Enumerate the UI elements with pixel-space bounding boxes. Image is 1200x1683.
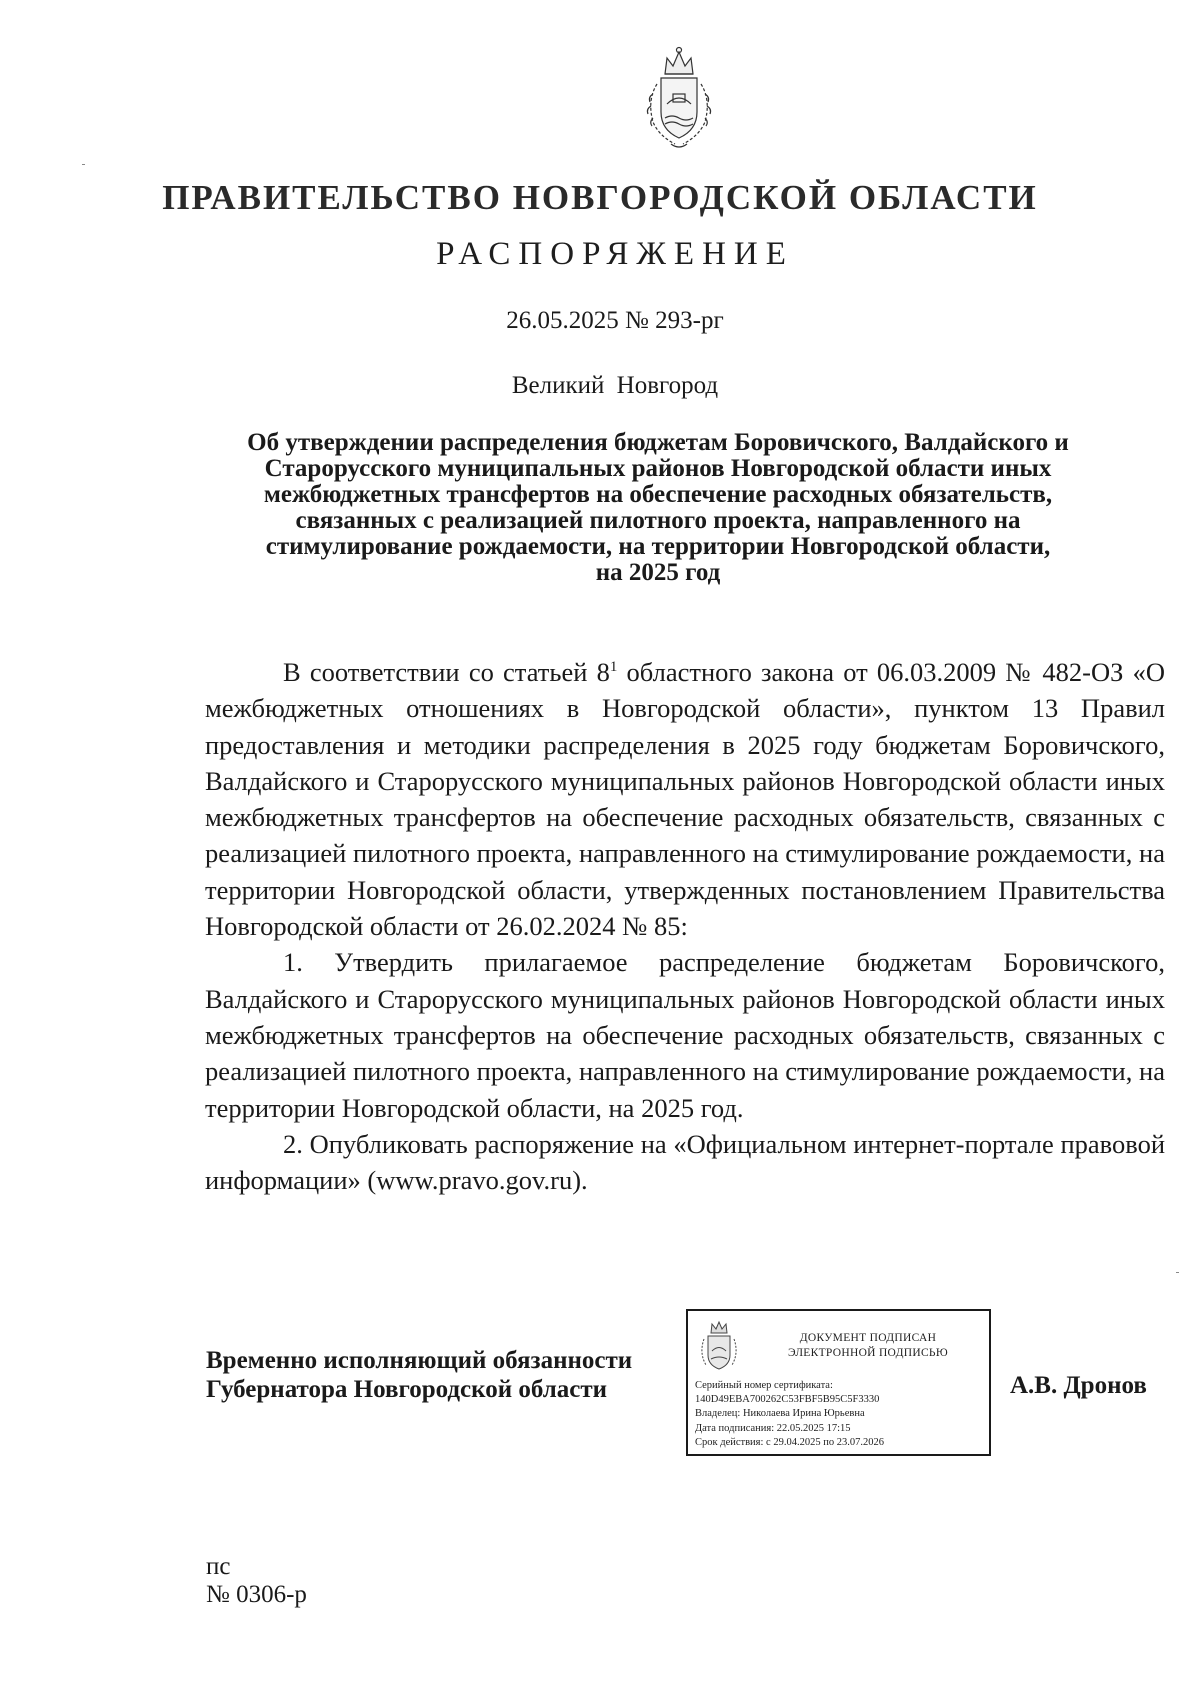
scan-mark bbox=[82, 164, 85, 165]
title-line: Старорусского муниципальных районов Новгородской области иных bbox=[264, 455, 1052, 482]
stamp-owner: Владелец: Николаева Ирина Юрьевна bbox=[695, 1408, 865, 1420]
item-2-paragraph: 2. Опубликовать распоряжение на «Официальном интернет-портале правовой информации» (www.pravo.gov.ru). bbox=[205, 1128, 1165, 1196]
intro-paragraph: В соответствии со статьей $8^1$ областного закона от 06.03.2009 № 482-ОЗ «О межбюджетных отношениях в Новгородской области», пунктом 13 Правил предоставления и методики распределения в 2025 году бюджетам Боровичского, Валдайского и Старорусского муниципальных районов Новгородской области иных межбюджетных трансфертов на обеспечение расходных обязательств, связанных с реализацией пилотного проекта, направленного на стимулирование рождаемости, на территории Новгородской области, утвержденных постановлением Правительства Новгородской области от 26.02.2024 № 85: bbox=[205, 657, 1165, 942]
stamp-heading: ДОКУМЕНТ ПОДПИСАН ЭЛЕКТРОННОЙ ПОДПИСЬЮ bbox=[788, 1332, 948, 1359]
title-line: межбюджетных трансфертов на обеспечение расходных обязательств, bbox=[263, 481, 1053, 508]
electronic-signature-stamp bbox=[686, 1309, 991, 1456]
footer-initials: пс bbox=[206, 1553, 231, 1580]
government-name: ПРАВИТЕЛЬСТВО НОВГОРОДСКОЙ ОБЛАСТИ bbox=[162, 178, 1038, 217]
signer-position-line: Временно исполняющий обязанности bbox=[206, 1347, 633, 1374]
document-body bbox=[205, 654, 1165, 1198]
date-and-number: 26.05.2025 № 293-рг bbox=[506, 307, 724, 334]
item-1-paragraph: 1. Утвердить прилагаемое распределение бюджетам Боровичского, Валдайского и Старорусского муниципальных районов Новгородской области иных межбюджетных трансфертов на обеспечение расходных обязательств, связанных с реализацией пилотного проекта, направленного на стимулирование рождаемости, на территории Новгородской области, на 2025 год. bbox=[205, 947, 1165, 1123]
stamp-validity: Срок действия: с 29.04.2025 по 23.07.2026 bbox=[695, 1436, 884, 1448]
footer-note bbox=[206, 1553, 307, 1609]
document-title bbox=[208, 430, 1108, 586]
title-line: связанных с реализацией пилотного проекта, направленного на bbox=[295, 507, 1021, 534]
signer-position bbox=[206, 1346, 676, 1404]
footer-registration-number: № 0306-р bbox=[206, 1581, 307, 1608]
stamp-emblem-icon bbox=[696, 1319, 742, 1375]
stamp-signed-date: Дата подписания: 22.05.2025 17:15 bbox=[695, 1422, 851, 1434]
title-line: Об утверждении распределения бюджетам Боровичского, Валдайского и bbox=[247, 429, 1069, 456]
signer-position-line: Губернатора Новгородской области bbox=[206, 1376, 608, 1403]
document-type: РАСПОРЯЖЕНИЕ bbox=[436, 236, 794, 272]
stamp-details bbox=[695, 1379, 884, 1450]
title-line: на 2025 год bbox=[595, 559, 721, 586]
stamp-serial-label: Серийный номер сертификата: bbox=[695, 1380, 833, 1391]
scan-mark bbox=[1176, 1272, 1179, 1273]
stamp-serial-value: 140D49EBA700262C53FBF5B95C5F3330 bbox=[695, 1394, 880, 1406]
title-line: стимулирование рождаемости, на территории Новгородской области, bbox=[265, 533, 1051, 560]
place-of-issue: Великий Новгород bbox=[511, 372, 719, 399]
signer-name: А.В. Дронов bbox=[1010, 1372, 1147, 1399]
coat-of-arms-emblem bbox=[641, 44, 717, 152]
superscript: 1 bbox=[609, 659, 618, 676]
